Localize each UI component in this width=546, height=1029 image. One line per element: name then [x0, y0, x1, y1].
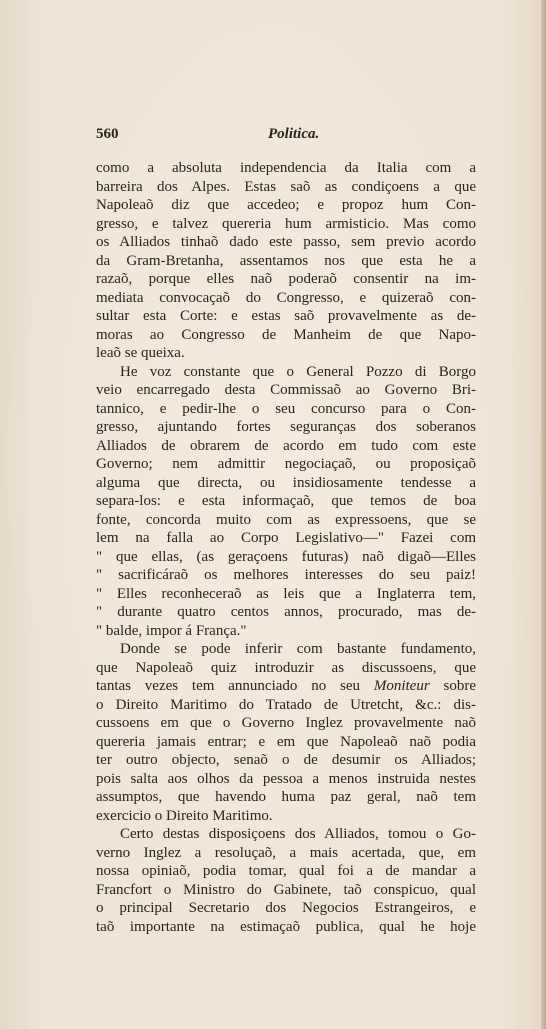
text-line: que Napoleaõ quiz introduzir as discussoens, que: [96, 659, 476, 676]
text-line: alguma que directa, ou insidiosamente tendesse a: [96, 474, 476, 491]
text-line: fonte, concorda muito com as expressoens, que se: [96, 511, 476, 528]
paragraph: [96, 159, 476, 363]
text-line: moras ao Congresso de Manheim de que Napo-: [96, 326, 476, 343]
text-line: quereria jamais entrar; e em que Napoleaõ naõ podia: [96, 733, 476, 750]
quote-line: " durante quatro centos annos, procurado, mas de-: [96, 604, 476, 620]
text-line: o principal Secretario dos Negocios Estrangeiros, e: [96, 900, 476, 916]
text-line: razaõ, porque elles naõ poderaõ consentir na im-: [96, 271, 476, 287]
text-line: Governo; nem admittir negociaçaõ, ou proposiçaõ: [96, 456, 476, 472]
italic-word: Moniteur: [373, 678, 430, 694]
quote-line: " sacrificáraõ os melhores interesses do seu paiz!: [96, 567, 476, 583]
running-title: Politica.: [268, 126, 320, 142]
text-line: barreira dos Alpes. Estas saõ as condiçoens a que: [96, 178, 476, 195]
text-line: assumptos, que havendo huma paz geral, naõ tem: [96, 789, 476, 805]
text-line: sultar esta Corte: e estas saõ provavelmente as de-: [96, 308, 476, 324]
text-line: exercicio o Direito Maritimo.: [96, 807, 273, 824]
text-line: verno Inglez a resoluçaõ, a mais acertada, que, em: [96, 844, 476, 861]
body-text: [96, 159, 476, 936]
text-line: Francfort o Ministro do Gabinete, taõ conspicuo, qual: [96, 881, 476, 898]
text-line: leaõ se queixa.: [96, 345, 185, 361]
text-line: como a absoluta independencia da Italia com a: [96, 160, 476, 176]
text-line: o Direito Maritimo do Tratado de Utretcht, &c.: dis-: [96, 696, 476, 713]
quote-line: " Elles reconheceraõ as leis que a Inglaterra tem,: [96, 585, 476, 602]
quote-line: " balde, impor á França.": [96, 622, 247, 639]
text-line: Donde se pode inferir com bastante fundamento,: [120, 641, 476, 657]
text-line: separa-los: e esta informaçaõ, que temos de boa: [96, 493, 476, 509]
text-line: Alliados de obrarem de acordo em tudo com este: [96, 437, 476, 454]
text-line: mediata convocaçaõ do Congresso, e quizeraõ con-: [96, 289, 476, 306]
text-line: tantas vezes tem annunciado no seu Moniteur sobre: [96, 678, 476, 694]
page-number: 560: [96, 126, 119, 142]
text-line: pois salta aos olhos da pessoa a menos instruida nestes: [96, 770, 476, 787]
text-line: taõ importante na estimaçaõ publica, qual he hoje: [96, 918, 476, 935]
text-line: gresso, e talvez quereria hum armisticio. Mas como: [96, 215, 476, 232]
text-line: ter outro objecto, senaõ o de desumir os Alliados;: [96, 752, 476, 768]
page-header: [96, 126, 476, 148]
paragraph: [96, 363, 476, 641]
text-line: nossa opiniaõ, podia tomar, qual foi a de mandar a: [96, 863, 476, 879]
text-line: lem na falla ao Corpo Legislativo—" Fazei com: [96, 530, 476, 546]
text-line: Certo destas disposiçoens dos Alliados, tomou o Go-: [120, 826, 476, 842]
paragraph: [96, 640, 476, 825]
text-line: He voz constante que o General Pozzo di Borgo: [120, 363, 476, 380]
text-line: gresso, ajuntando fortes seguranças dos soberanos: [96, 419, 476, 435]
text-line: da Gram-Bretanha, assentamos nos que esta he a: [96, 252, 476, 269]
paragraph: [96, 825, 476, 936]
quote-line: " que ellas, (as geraçoens futuras) naõ digaõ—Elles: [96, 548, 476, 565]
text-line: os Alliados tinhaõ dado este passo, sem previo acordo: [96, 234, 476, 250]
text-line: veio encarregado desta Commissaõ ao Governo Bri-: [96, 382, 476, 398]
text-line: cussoens em que o Governo Inglez provavelmente naõ: [96, 715, 476, 731]
text-line: Napoleaõ diz que accedeo; e propoz hum Con-: [96, 197, 476, 213]
page-edge: [541, 0, 546, 1029]
text-line: tannico, e pedir-lhe o seu concurso para o Con-: [96, 400, 476, 417]
